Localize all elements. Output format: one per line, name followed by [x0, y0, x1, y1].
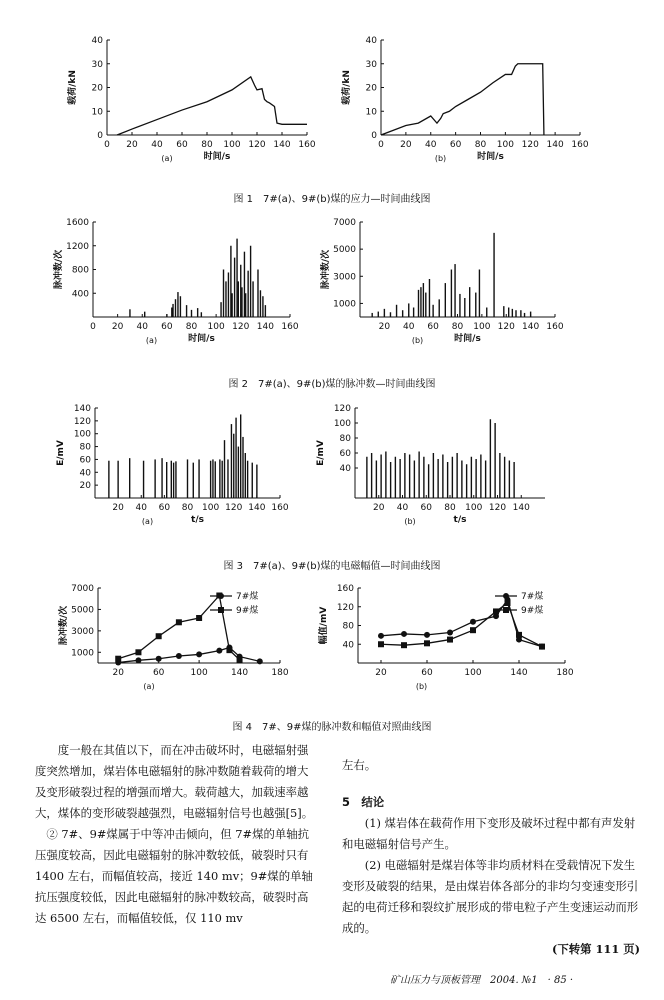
x-tick-label: 120 [488, 503, 507, 513]
y-tick-label: 1600 [66, 218, 89, 228]
x-tick-label: 140 [546, 140, 564, 150]
y-tick-label: 60 [339, 449, 351, 459]
paragraph: (2) 电磁辐射是煤岩体等非均质材料在受载情况下发生变形及破裂的结果，是由煤岩体各部分的非均匀变速变形引起的电荷迁移和裂纹扩展形成的带电粒子产生变速运动而形成的。 [342, 858, 639, 935]
x-tick-label: 80 [474, 140, 487, 150]
x-tick-label: 80 [185, 322, 198, 332]
section-heading: 5 结论 [342, 795, 385, 809]
panel-label: (a) [161, 154, 173, 163]
y-tick-label: 40 [365, 36, 377, 46]
x-tick-label: 160 [271, 503, 289, 513]
fig3a-chart [40, 398, 300, 538]
x-tick-label: 20 [373, 503, 385, 513]
data-point [115, 656, 121, 662]
y-tick-label: 20 [91, 83, 103, 94]
panel-label: (a) [143, 682, 155, 691]
page-footer: 矿山压力与顶板管理 2004. №1 · 85 · [390, 975, 574, 986]
data-point [470, 619, 476, 625]
y-tick-label: 60 [79, 455, 91, 466]
x-tick-label: 0 [104, 140, 110, 150]
x-tick-label: 60 [427, 322, 439, 332]
data-point [447, 637, 453, 643]
legend-label: 9#煤 [236, 606, 259, 616]
legend-marker [503, 593, 509, 599]
x-tick-label: 160 [298, 140, 316, 150]
data-point [447, 630, 453, 636]
y-tick-label: 160 [336, 584, 354, 594]
y-axis-label: 脉冲数/次 [59, 605, 69, 646]
y-tick-label: 0 [97, 131, 103, 141]
y-axis-label: E/mV [56, 440, 66, 466]
y-tick-label: 0 [371, 131, 377, 141]
x-tick-label: 60 [449, 140, 462, 150]
x-tick-label: 0 [378, 140, 384, 150]
y-axis-label: 幅值/mV [319, 606, 329, 645]
data-point [196, 651, 202, 657]
y-tick-label: 100 [333, 419, 351, 429]
x-tick-label: 20 [126, 140, 138, 150]
right-column [342, 755, 640, 960]
figure-caption: 图 3 7#(a)、9#(b)煤的电磁幅值—时间曲线图 [223, 561, 441, 572]
x-tick-label: 120 [232, 322, 250, 332]
fig4a-chart [40, 578, 300, 708]
data-point [424, 640, 430, 646]
y-tick-label: 5000 [333, 245, 356, 256]
data-point [135, 649, 141, 655]
data-point [539, 644, 545, 650]
legend-marker [218, 593, 224, 599]
x-tick-label: 180 [556, 668, 574, 678]
y-tick-label: 40 [79, 468, 91, 479]
data-point [135, 657, 141, 663]
data-point [226, 647, 232, 653]
x-tick-label: 160 [571, 140, 589, 150]
x-tick-label: 140 [256, 322, 274, 332]
figure-caption: 图 1 7#(a)、9#(b)煤的应力—时间曲线图 [233, 194, 431, 205]
panel-label: (b) [415, 682, 428, 691]
data-point [378, 633, 384, 639]
x-axis-label: 时间/s [477, 152, 504, 162]
y-tick-label: 7000 [333, 218, 356, 228]
x-tick-label: 140 [248, 503, 266, 513]
paragraph: ② 7#、9#煤属于中等冲击倾向，但 7#煤的单轴抗压强度较高，因此电磁辐射的脉冲数较低，破裂时只有 1400 左右，而幅值较高，接近 140 mv；9#煤的单轴抗压强度较低，因此电磁辐射的脉冲数较高，破裂时高达 6500 左右，而幅值较低，仅 110 mv [35, 827, 313, 925]
x-tick-label: 40 [135, 503, 147, 513]
paragraph: 左右。 [342, 758, 377, 772]
legend-marker [503, 607, 509, 613]
x-tick-label: 120 [521, 140, 539, 150]
data-point [516, 632, 522, 638]
figure-caption: 图 4 7#、9#煤的脉冲数和幅值对照曲线图 [232, 722, 432, 733]
x-tick-label: 100 [190, 668, 208, 678]
y-tick-label: 20 [79, 481, 91, 492]
fig4b-chart [300, 578, 574, 708]
x-tick-label: 100 [465, 503, 483, 513]
legend-label: 9#煤 [521, 606, 544, 616]
x-tick-label: 20 [375, 668, 387, 678]
y-tick-label: 80 [342, 621, 354, 632]
x-tick-label: 60 [421, 668, 433, 678]
x-tick-label: 40 [151, 140, 163, 150]
x-axis-label: t/s [453, 515, 467, 525]
x-tick-label: 140 [512, 503, 530, 513]
y-tick-label: 120 [336, 602, 354, 613]
fig2b-chart [310, 212, 575, 362]
data-point [216, 648, 222, 654]
x-tick-label: 40 [425, 140, 437, 150]
x-tick-label: 40 [136, 322, 148, 332]
x-tick-label: 100 [223, 140, 241, 150]
x-tick-label: 140 [522, 322, 540, 332]
y-tick-label: 800 [71, 265, 89, 276]
x-axis-label: 时间/s [203, 152, 231, 162]
fig1b-chart [335, 30, 590, 190]
data-point [176, 619, 182, 625]
y-tick-label: 120 [73, 416, 91, 427]
x-tick-label: 140 [230, 668, 249, 678]
data-point [156, 656, 162, 662]
y-tick-label: 30 [91, 59, 103, 70]
data-point [156, 633, 162, 639]
y-axis-label: 脉冲数/次 [321, 249, 331, 290]
y-tick-label: 3000 [71, 626, 94, 637]
data-point [424, 632, 430, 638]
y-axis-label: E/mV [316, 440, 326, 466]
x-tick-label: 120 [248, 140, 266, 150]
x-tick-label: 20 [112, 503, 124, 513]
x-tick-label: 100 [207, 322, 225, 332]
data-point [493, 608, 499, 614]
data-point [176, 653, 182, 659]
x-tick-label: 100 [473, 322, 491, 332]
x-axis-label: 时间/s [188, 334, 215, 344]
data-point [237, 657, 243, 663]
x-tick-label: 120 [497, 322, 515, 332]
panel-label: (a) [141, 517, 154, 526]
y-tick-label: 10 [91, 107, 103, 118]
paragraph: 度一般在其值以下，而在冲击破坏时，电磁辐射强度突然增加，煤岩体电磁辐射的脉冲数随着载荷的增大及变形破裂过程的增强而增大。载荷越大，加载速率越大，煤体的变形破裂越强烈，电磁辐射信号也越强[5]。 [35, 743, 314, 820]
x-axis-label: 时间/s [454, 334, 481, 344]
x-tick-label: 40 [403, 322, 415, 332]
panel-label: (a) [145, 336, 158, 345]
data-point [470, 627, 476, 633]
x-tick-label: 20 [111, 322, 124, 332]
y-tick-label: 140 [73, 404, 91, 414]
y-tick-label: 10 [365, 107, 377, 118]
legend-marker [218, 607, 224, 613]
x-tick-label: 40 [396, 503, 409, 513]
panel-label: (b) [411, 336, 424, 345]
x-tick-label: 80 [451, 322, 464, 332]
continued-note: (下转第 111 页) [551, 942, 640, 956]
y-tick-label: 80 [79, 442, 91, 453]
x-tick-label: 140 [510, 668, 528, 678]
x-tick-label: 100 [496, 140, 514, 150]
left-column [35, 740, 315, 929]
x-tick-label: 140 [273, 140, 291, 150]
x-tick-label: 60 [161, 322, 173, 332]
y-tick-label: 120 [333, 404, 351, 414]
data-point [505, 600, 511, 606]
x-tick-label: 20 [112, 668, 124, 678]
x-tick-label: 80 [181, 503, 194, 513]
y-tick-label: 400 [71, 289, 89, 300]
fig3b-chart [300, 398, 555, 538]
series-line [381, 64, 544, 135]
data-point [378, 641, 384, 647]
fig2a-chart [55, 212, 310, 362]
y-axis-label: 载荷/kN [68, 70, 78, 105]
x-tick-label: 80 [444, 503, 456, 513]
y-tick-label: 1000 [333, 299, 356, 310]
y-tick-label: 100 [73, 429, 91, 440]
x-axis-label: t/s [191, 515, 204, 525]
x-tick-label: 20 [378, 322, 391, 332]
x-tick-label: 60 [176, 140, 188, 150]
y-tick-label: 1200 [66, 241, 89, 252]
y-tick-label: 3000 [333, 272, 356, 283]
y-tick-label: 5000 [71, 605, 94, 616]
legend-label: 7#煤 [521, 592, 544, 602]
data-point [196, 615, 202, 621]
y-tick-label: 1000 [71, 648, 94, 659]
legend-label: 7#煤 [236, 592, 259, 602]
x-tick-label: 60 [420, 503, 432, 513]
y-tick-label: 20 [365, 83, 377, 94]
figure-caption: 图 2 7#(a)、9#(b)煤的脉冲数—时间曲线图 [228, 379, 436, 390]
y-tick-label: 30 [365, 59, 377, 70]
y-axis-label: 脉冲数/次 [54, 249, 64, 290]
x-tick-label: 20 [400, 140, 412, 150]
x-tick-label: 100 [464, 668, 482, 678]
series-line [117, 77, 307, 135]
x-tick-label: 60 [158, 503, 171, 513]
y-axis-label: 载荷/kN [342, 70, 352, 105]
y-tick-label: 40 [342, 640, 354, 651]
data-point [401, 631, 407, 637]
x-tick-label: 100 [202, 503, 220, 513]
x-tick-label: 160 [281, 322, 299, 332]
fig1a-chart [55, 30, 315, 190]
x-tick-label: 120 [225, 503, 243, 513]
x-tick-label: 0 [90, 322, 96, 332]
x-tick-label: 60 [152, 668, 165, 678]
paragraph: (1) 煤岩体在载荷作用下变形及破坏过程中都有声发射和电磁辐射信号产生。 [342, 816, 636, 851]
panel-label: (b) [404, 517, 416, 526]
data-point [401, 642, 407, 648]
y-tick-label: 40 [339, 464, 351, 474]
panel-label: (b) [434, 154, 447, 163]
x-tick-label: 160 [546, 322, 564, 332]
data-point [257, 658, 263, 664]
y-tick-label: 80 [339, 434, 351, 444]
x-tick-label: 180 [271, 668, 289, 678]
y-tick-label: 7000 [71, 584, 94, 594]
x-tick-label: 80 [201, 140, 213, 150]
y-tick-label: 40 [91, 36, 103, 46]
